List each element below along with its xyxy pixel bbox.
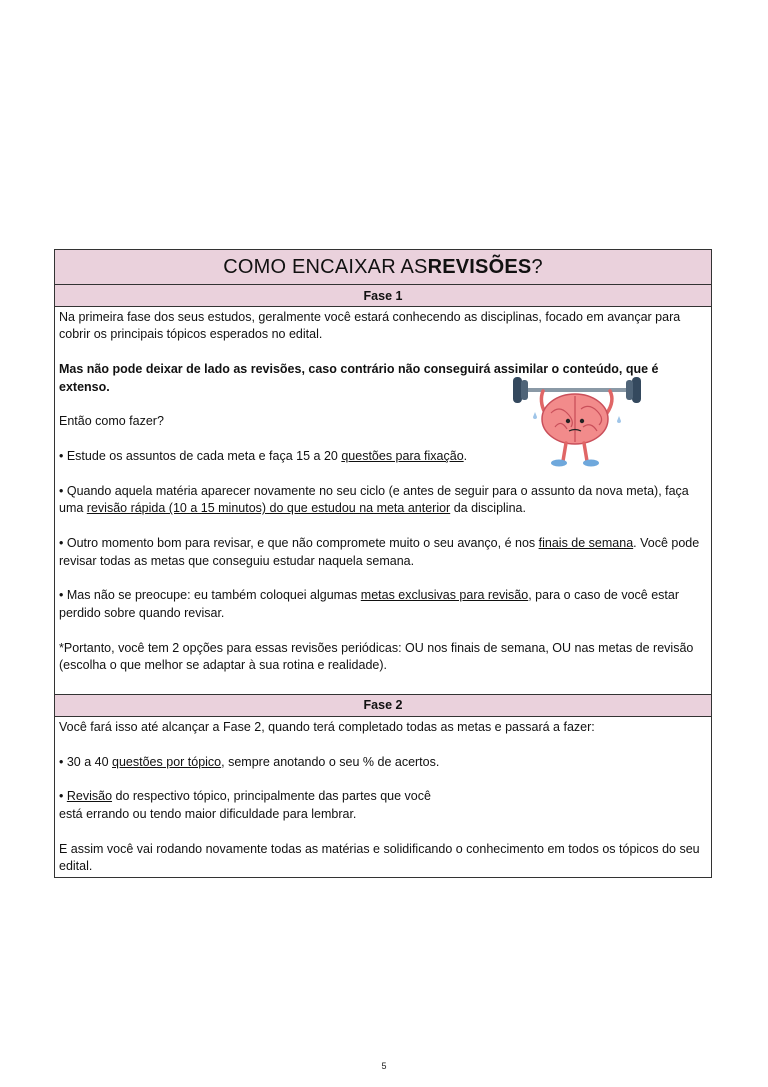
bullet-text-end: , sempre anotando o seu % de acertos.: [221, 754, 440, 769]
phase2-header: Fase 2: [55, 694, 711, 717]
table-title: [55, 250, 711, 285]
bullet-highlight: revisão rápida (10 a 15 minutos) do que estudou na meta anterior: [86, 501, 451, 516]
phase2-bullet-2: [59, 788, 705, 823]
bullet-highlight: metas exclusivas para revisão: [360, 588, 529, 603]
bullet-text-end: da disciplina.: [450, 501, 526, 516]
bullet-text: • Estude os assuntos de cada meta e faça 15 a 20: [59, 449, 342, 464]
bullet-highlight: questões para fixação: [341, 449, 464, 464]
bullet-text-end: do respectivo tópico, principalmente das partes que você: [112, 789, 431, 804]
bullet-text-line2: está errando ou tendo maior dificuldade para lembrar.: [59, 806, 357, 821]
bullet-text: •: [59, 789, 67, 804]
bullet-text: • Quando aquela matéria aparecer novamente no seu ciclo (e antes de seguir para o assunto da nova meta), faça uma: [59, 484, 689, 516]
page-number: 5: [381, 1061, 387, 1071]
phase2-closing: E assim você vai rodando novamente todas as matérias e solidificando o conhecimento em todos os tópicos do seu edital.: [59, 841, 700, 874]
phase1-question: Então como fazer?: [59, 414, 164, 429]
phase1-header: Fase 1: [55, 285, 711, 307]
brain-lifting-barbell-icon: [511, 375, 643, 471]
bullet-highlight: questões por tópico: [112, 754, 222, 769]
phase2-intro: Você fará isso até alcançar a Fase 2, quando terá completado todas as metas e passará a fazer:: [59, 719, 595, 734]
phase1-bullet-2: [59, 483, 705, 518]
phase2-content: [55, 717, 711, 878]
bullet-highlight: Revisão: [66, 789, 113, 804]
title-prefix: COMO ENCAIXAR AS: [223, 255, 428, 278]
revision-table: [54, 249, 712, 878]
bullet-highlight: finais de semana: [538, 536, 634, 551]
phase1-bullet-3: [59, 535, 705, 570]
bullet-text: • Outro momento bom para revisar, e que não compromete muito o seu avanço, é nos: [59, 536, 539, 551]
phase2-bullet-1: [59, 754, 705, 771]
phase1-bullet-4: [59, 587, 705, 622]
phase1-note: *Portanto, você tem 2 opções para essas revisões periódicas: OU nos finais de semana, OU nas metas de revisão (escolha o que melhor se adaptar à sua rotina e realidade).: [59, 640, 694, 673]
bullet-text-end: . Você pode revisar todas as metas que conseguiu estudar naquela semana.: [59, 536, 700, 568]
bullet-text-end: , para o caso de você estar perdido sobre quando revisar.: [59, 588, 679, 620]
title-suffix: ?: [531, 255, 543, 278]
phase1-content: [55, 307, 711, 694]
phase1-warning: Mas não pode deixar de lado as revisões, caso contrário não conseguirá assimilar o conteúdo, que é extenso.: [59, 362, 659, 394]
bullet-text: • 30 a 40: [59, 754, 113, 769]
bullet-text-end: .: [463, 449, 468, 464]
title-bold: REVISÕES: [427, 255, 532, 278]
phase1-intro: Na primeira fase dos seus estudos, geralmente você estará conhecendo as disciplinas, focado em avançar para cobrir os principais tópicos esperados no edital.: [59, 310, 681, 342]
bullet-text: • Mas não se preocupe: eu também coloquei algumas: [59, 588, 361, 603]
